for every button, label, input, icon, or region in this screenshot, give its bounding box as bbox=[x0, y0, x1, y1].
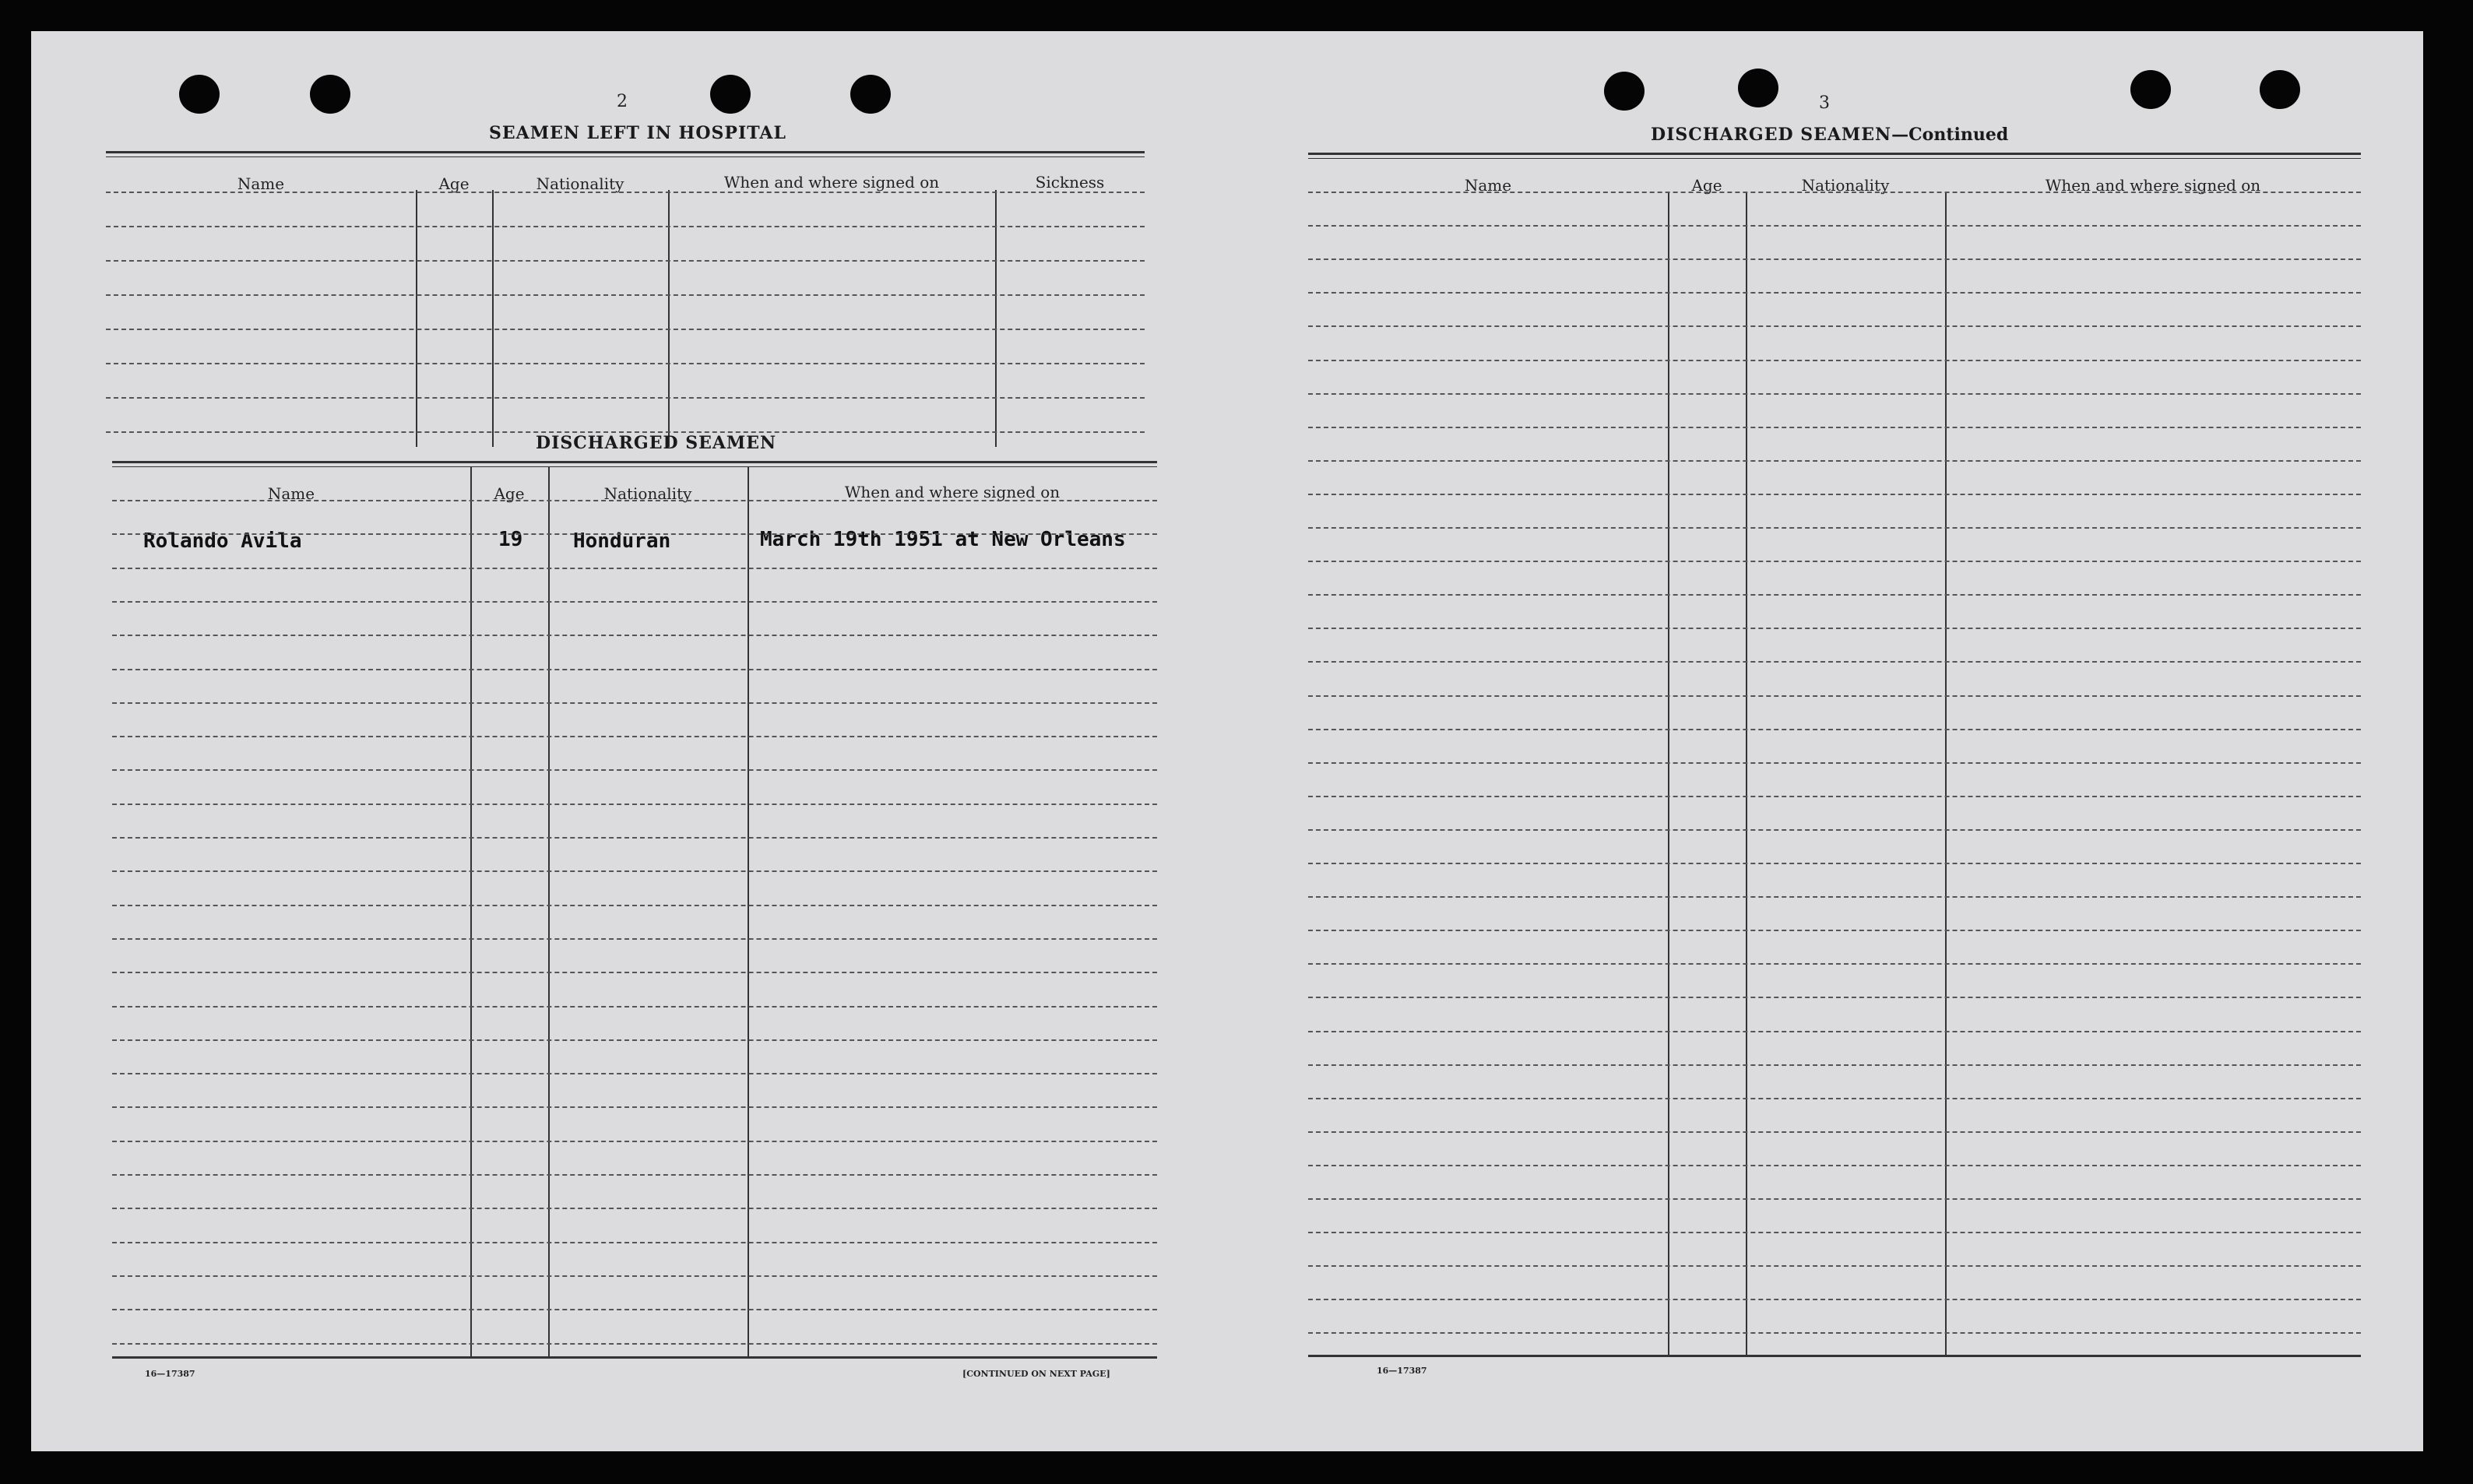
row-rule bbox=[1308, 661, 2361, 663]
page-number: 3 bbox=[1819, 93, 1830, 113]
row-rule bbox=[1308, 192, 2361, 193]
row-rule bbox=[112, 938, 1157, 940]
row-rule bbox=[1308, 393, 2361, 395]
right-page bbox=[1246, 31, 2423, 1451]
row-rule bbox=[112, 568, 1157, 569]
row-rule bbox=[112, 533, 1157, 535]
row-rule bbox=[1308, 762, 2361, 764]
row-rule bbox=[112, 905, 1157, 906]
row-rule bbox=[1308, 561, 2361, 562]
section-title-hospital: SEAMEN LEFT IN HOSPITAL bbox=[489, 123, 786, 143]
row-rule bbox=[106, 192, 1145, 193]
discharged-continued-table: Name Age Nationality When and where signed on bbox=[1308, 153, 2361, 1361]
row-rule bbox=[1308, 292, 2361, 294]
row-rule bbox=[112, 1039, 1157, 1041]
row-rule bbox=[1308, 796, 2361, 797]
row-rule bbox=[1308, 1165, 2361, 1166]
row-rule bbox=[112, 1141, 1157, 1142]
row-rule bbox=[112, 1006, 1157, 1008]
row-rule bbox=[112, 1073, 1157, 1074]
row-rule bbox=[106, 397, 1145, 399]
row-rule bbox=[1308, 594, 2361, 596]
row-rule bbox=[112, 601, 1157, 603]
section-title-discharged: DISCHARGED SEAMEN bbox=[536, 433, 777, 453]
row-rule bbox=[1308, 1198, 2361, 1200]
row-rule bbox=[112, 635, 1157, 636]
row-rule bbox=[1308, 930, 2361, 931]
row-rule bbox=[1308, 1232, 2361, 1233]
row-rule bbox=[112, 804, 1157, 805]
row-rule bbox=[1308, 729, 2361, 730]
left-page bbox=[31, 31, 1230, 1451]
row-rule bbox=[1308, 829, 2361, 831]
row-rule bbox=[112, 1309, 1157, 1310]
title-suffix: —Continued bbox=[1891, 125, 2009, 145]
row-rule bbox=[112, 1208, 1157, 1209]
row-rule bbox=[1308, 628, 2361, 629]
scanned-sheet bbox=[31, 31, 2423, 1451]
row-rule bbox=[106, 294, 1145, 296]
row-rule bbox=[1308, 1332, 2361, 1334]
row1-name: Rolando Avila bbox=[143, 529, 302, 553]
row-rule bbox=[112, 1275, 1157, 1277]
row-rule bbox=[112, 1174, 1157, 1176]
continued-note: [CONTINUED ON NEXT PAGE] bbox=[962, 1369, 1110, 1379]
page-number: 2 bbox=[617, 92, 628, 111]
row-rule bbox=[112, 1242, 1157, 1243]
section-title-discharged-continued bbox=[1651, 125, 2008, 145]
row-rule bbox=[106, 260, 1145, 262]
form-number: 16—17387 bbox=[1377, 1366, 1427, 1376]
row-rule bbox=[112, 837, 1157, 839]
row-rule bbox=[112, 972, 1157, 973]
row-rule bbox=[112, 1106, 1157, 1108]
row1-signed-on: March 19th 1951 at New Orleans bbox=[760, 528, 1126, 551]
row-rule bbox=[112, 870, 1157, 872]
title-main: DISCHARGED SEAMEN bbox=[1651, 125, 1892, 145]
row-rule bbox=[112, 736, 1157, 737]
row-rule bbox=[1308, 1265, 2361, 1267]
row-rule bbox=[112, 669, 1157, 670]
row-rule bbox=[1308, 325, 2361, 327]
row-rule bbox=[1308, 225, 2361, 227]
hospital-table: Name Age Nationality When and where signed on Sickness bbox=[106, 151, 1145, 447]
discharged-table: Name Age Nationality When and where signed on Rolando Avila 19 Honduran March 19th 1951 at New Orleans bbox=[112, 461, 1157, 1364]
row-rule bbox=[106, 363, 1145, 364]
row-rule bbox=[1308, 863, 2361, 864]
row-rule bbox=[112, 769, 1157, 771]
row-rule bbox=[1308, 1064, 2361, 1066]
row1-nationality: Honduran bbox=[573, 529, 671, 553]
row-rule bbox=[1308, 963, 2361, 965]
row-rule bbox=[1308, 896, 2361, 898]
row-rule bbox=[1308, 460, 2361, 462]
row-rule bbox=[1308, 527, 2361, 529]
row-rule bbox=[1308, 695, 2361, 697]
row-rule bbox=[106, 329, 1145, 330]
row-rule bbox=[112, 702, 1157, 704]
row-rule bbox=[1308, 360, 2361, 361]
row-rule bbox=[112, 500, 1157, 501]
row1-age: 19 bbox=[498, 528, 523, 551]
row-rule bbox=[1308, 1131, 2361, 1133]
row-rule bbox=[1308, 1299, 2361, 1300]
row-rule bbox=[1308, 427, 2361, 428]
row-rule bbox=[1308, 997, 2361, 998]
row-rule bbox=[1308, 1031, 2361, 1032]
row-rule bbox=[1308, 258, 2361, 260]
row-rule bbox=[1308, 1098, 2361, 1099]
row-rule bbox=[1308, 494, 2361, 495]
form-number: 16—17387 bbox=[145, 1369, 195, 1379]
row-rule bbox=[112, 1343, 1157, 1345]
row-rule bbox=[106, 226, 1145, 227]
